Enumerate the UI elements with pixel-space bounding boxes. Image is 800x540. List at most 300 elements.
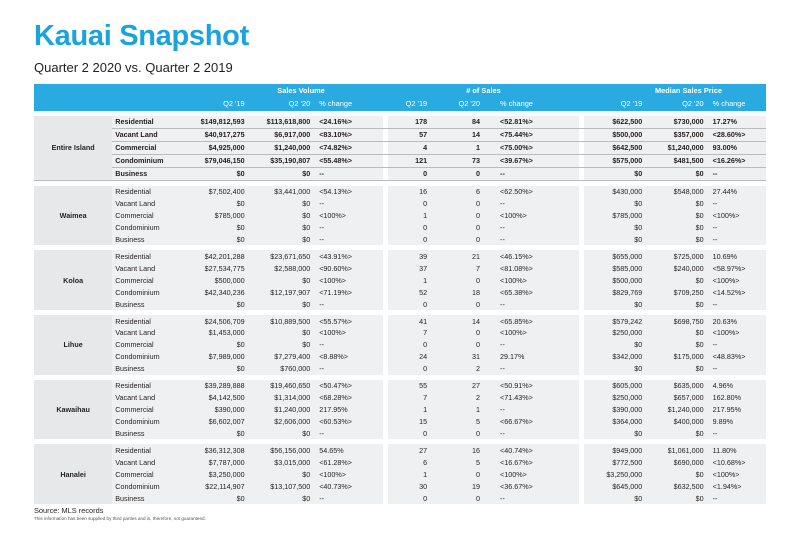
table-cell: 15 xyxy=(388,416,441,428)
table-cell: $0 xyxy=(248,210,314,222)
table-cell: $1,453,000 xyxy=(182,327,248,339)
table-cell: 0 xyxy=(441,210,494,222)
table-cell: -- xyxy=(707,198,766,210)
table-cell: 16 xyxy=(441,444,494,456)
table-cell: $585,000 xyxy=(584,262,645,274)
table-cell: 1 xyxy=(388,274,441,286)
property-type: Residential xyxy=(112,444,182,456)
table-cell: $642,500 xyxy=(584,141,645,154)
table-cell: <58.97%> xyxy=(707,262,766,274)
table-row xyxy=(34,298,766,310)
table-cell: 84 xyxy=(441,116,494,128)
region-name: Entire Island xyxy=(34,116,112,180)
table-cell: $7,989,000 xyxy=(182,351,248,363)
table-cell: $0 xyxy=(645,339,706,351)
table-cell: <75.44%> xyxy=(494,128,579,141)
table-cell: 0 xyxy=(388,298,441,310)
table-cell: -- xyxy=(494,222,579,234)
table-cell: 31 xyxy=(441,351,494,363)
table-cell: $657,000 xyxy=(645,392,706,404)
table-cell: $690,000 xyxy=(645,456,706,468)
table-cell: <36.67%> xyxy=(494,480,579,492)
table-cell: 19 xyxy=(441,480,494,492)
table-cell: 2 xyxy=(441,392,494,404)
table-cell: <40.74%> xyxy=(494,444,579,456)
region-name: Kawaihau xyxy=(34,380,112,440)
table-cell: -- xyxy=(707,428,766,440)
table-row xyxy=(34,351,766,363)
table-cell: 21 xyxy=(441,250,494,262)
disclaimer-note: This information has been supplied by third parties and is, therefore, not guaranteed. xyxy=(34,516,206,521)
region-name: Waimea xyxy=(34,186,112,246)
property-type: Business xyxy=(112,363,182,375)
table-cell: $4,142,500 xyxy=(182,392,248,404)
table-cell: <100%> xyxy=(494,274,579,286)
table-cell: $7,502,400 xyxy=(182,186,248,198)
table-cell: $3,015,000 xyxy=(248,456,314,468)
col-ns-pct: % change xyxy=(494,96,579,111)
table-cell: $2,588,000 xyxy=(248,262,314,274)
table-cell: 5 xyxy=(441,456,494,468)
table-cell: <40.73%> xyxy=(313,480,383,492)
table-cell: $250,000 xyxy=(584,392,645,404)
table-cell: -- xyxy=(707,233,766,245)
property-type: Commercial xyxy=(112,274,182,286)
table-cell: $0 xyxy=(645,298,706,310)
table-cell: <61.28%> xyxy=(313,456,383,468)
table-cell: 0 xyxy=(441,167,494,180)
table-cell: $3,441,000 xyxy=(248,186,314,198)
table-cell: $0 xyxy=(584,298,645,310)
num-sales-header: # of Sales xyxy=(388,84,578,96)
table-cell: -- xyxy=(494,339,579,351)
property-type: Business xyxy=(112,492,182,504)
table-cell: <46.15%> xyxy=(494,250,579,262)
table-cell: -- xyxy=(494,492,579,504)
table-cell: $430,000 xyxy=(584,186,645,198)
table-cell: $1,061,000 xyxy=(645,444,706,456)
table-cell: $0 xyxy=(645,363,706,375)
table-cell: <28.60%> xyxy=(707,128,766,141)
table-cell: $0 xyxy=(248,492,314,504)
col-mp-pct: % change xyxy=(707,96,766,111)
table-cell: $0 xyxy=(645,222,706,234)
table-cell: 55 xyxy=(388,380,441,392)
table-row xyxy=(34,262,766,274)
table-cell: $0 xyxy=(248,428,314,440)
property-type: Commercial xyxy=(112,404,182,416)
table-cell: $605,000 xyxy=(584,380,645,392)
table-cell: 0 xyxy=(388,198,441,210)
table-cell: $390,000 xyxy=(182,404,248,416)
table-cell: 4 xyxy=(388,141,441,154)
table-row xyxy=(34,210,766,222)
group-header-row xyxy=(34,84,766,96)
page-subtitle: Quarter 2 2020 vs. Quarter 2 2019 xyxy=(34,60,233,75)
snapshot-table xyxy=(34,84,766,504)
table-cell: <50.91%> xyxy=(494,380,579,392)
table-cell: $0 xyxy=(645,428,706,440)
table-cell: $730,000 xyxy=(645,116,706,128)
table-cell: $0 xyxy=(182,198,248,210)
table-cell: $0 xyxy=(248,339,314,351)
table-cell: $0 xyxy=(584,222,645,234)
table-cell: 0 xyxy=(388,339,441,351)
table-cell: $0 xyxy=(584,428,645,440)
table-cell: <100%> xyxy=(494,327,579,339)
table-cell: $0 xyxy=(584,492,645,504)
col-mp-q219: Q2 '19 xyxy=(584,96,645,111)
table-cell: 14 xyxy=(441,128,494,141)
table-cell: 52 xyxy=(388,286,441,298)
table-cell: 2 xyxy=(441,363,494,375)
table-cell: $0 xyxy=(645,167,706,180)
table-cell: $0 xyxy=(248,274,314,286)
table-cell: -- xyxy=(494,198,579,210)
table-cell: <68.28%> xyxy=(313,392,383,404)
table-cell: $0 xyxy=(584,339,645,351)
table-cell: $113,618,800 xyxy=(248,116,314,128)
table-cell: 217.95% xyxy=(313,404,383,416)
table-row xyxy=(34,233,766,245)
table-cell: $1,240,000 xyxy=(645,404,706,416)
table-row xyxy=(34,167,766,180)
table-cell: -- xyxy=(494,233,579,245)
table-cell: <48.83%> xyxy=(707,351,766,363)
table-row xyxy=(34,416,766,428)
table-cell: 1 xyxy=(388,210,441,222)
table-row xyxy=(34,186,766,198)
table-cell: -- xyxy=(494,167,579,180)
table-row xyxy=(34,456,766,468)
table-cell: $785,000 xyxy=(182,210,248,222)
table-cell: <90.60%> xyxy=(313,262,383,274)
table-cell: -- xyxy=(707,363,766,375)
table-cell: $12,197,907 xyxy=(248,286,314,298)
table-cell: 20.63% xyxy=(707,315,766,327)
table-cell: $0 xyxy=(182,222,248,234)
table-cell: $0 xyxy=(584,198,645,210)
table-cell: -- xyxy=(313,222,383,234)
table-cell: $35,190,807 xyxy=(248,154,314,167)
table-cell: 10.69% xyxy=(707,250,766,262)
table-cell: $0 xyxy=(248,167,314,180)
table-cell: $240,000 xyxy=(645,262,706,274)
table-cell: <100%> xyxy=(313,210,383,222)
table-cell: $7,787,000 xyxy=(182,456,248,468)
table-cell: 24 xyxy=(388,351,441,363)
table-cell: $342,000 xyxy=(584,351,645,363)
table-cell: $1,240,000 xyxy=(645,141,706,154)
table-cell: $250,000 xyxy=(584,327,645,339)
table-cell: $0 xyxy=(182,167,248,180)
table-cell: $3,250,000 xyxy=(182,468,248,480)
table-cell: $1,240,000 xyxy=(248,404,314,416)
property-type: Commercial xyxy=(112,141,182,154)
table-cell: $42,201,288 xyxy=(182,250,248,262)
table-cell: 178 xyxy=(388,116,441,128)
table-cell: $500,000 xyxy=(584,274,645,286)
table-cell: 7 xyxy=(441,262,494,274)
table-cell: 57 xyxy=(388,128,441,141)
table-cell: $0 xyxy=(584,363,645,375)
table-cell: 41 xyxy=(388,315,441,327)
table-cell: 73 xyxy=(441,154,494,167)
table-cell: 11.80% xyxy=(707,444,766,456)
table-cell: $548,000 xyxy=(645,186,706,198)
table-cell: $709,250 xyxy=(645,286,706,298)
table-cell: 4.96% xyxy=(707,380,766,392)
table-cell: $79,046,150 xyxy=(182,154,248,167)
table-cell: <100%> xyxy=(707,327,766,339)
table-cell: $0 xyxy=(645,210,706,222)
table-cell: 0 xyxy=(388,167,441,180)
table-cell: $0 xyxy=(248,233,314,245)
table-cell: $364,000 xyxy=(584,416,645,428)
table-cell: $0 xyxy=(182,298,248,310)
property-type: Residential xyxy=(112,186,182,198)
table-cell: <65.38%> xyxy=(494,286,579,298)
source-note: Source: MLS records xyxy=(34,506,104,515)
table-cell: $42,340,236 xyxy=(182,286,248,298)
table-cell: $0 xyxy=(248,327,314,339)
table-cell: $829,769 xyxy=(584,286,645,298)
table-cell: 0 xyxy=(388,492,441,504)
table-cell: <55.48%> xyxy=(313,154,383,167)
table-cell: $622,500 xyxy=(584,116,645,128)
table-cell: 30 xyxy=(388,480,441,492)
table-cell: <100%> xyxy=(707,468,766,480)
column-header-row xyxy=(34,96,766,111)
table-row xyxy=(34,492,766,504)
table-cell: 39 xyxy=(388,250,441,262)
table-cell: 27 xyxy=(441,380,494,392)
table-cell: -- xyxy=(313,198,383,210)
table-cell: 54.65% xyxy=(313,444,383,456)
property-type: Commercial xyxy=(112,468,182,480)
table-cell: $725,000 xyxy=(645,250,706,262)
table-row xyxy=(34,250,766,262)
table-cell: <16.26%> xyxy=(707,154,766,167)
table-cell: 0 xyxy=(388,233,441,245)
property-type: Residential xyxy=(112,250,182,262)
table-cell: $2,606,000 xyxy=(248,416,314,428)
table-cell: $0 xyxy=(645,233,706,245)
table-cell: $0 xyxy=(584,167,645,180)
table-cell: -- xyxy=(313,339,383,351)
table-cell: 0 xyxy=(441,468,494,480)
table-cell: $56,156,000 xyxy=(248,444,314,456)
table-cell: $0 xyxy=(182,492,248,504)
property-type: Commercial xyxy=(112,339,182,351)
table-cell: -- xyxy=(707,222,766,234)
table-cell: 27 xyxy=(388,444,441,456)
table-cell: <54.13%> xyxy=(313,186,383,198)
table-cell: <39.67%> xyxy=(494,154,579,167)
table-cell: 93.00% xyxy=(707,141,766,154)
col-sv-pct: % change xyxy=(313,96,383,111)
col-ns-q219: Q2 '19 xyxy=(388,96,441,111)
table-cell: <14.52%> xyxy=(707,286,766,298)
table-cell: 217.95% xyxy=(707,404,766,416)
table-cell: <83.10%> xyxy=(313,128,383,141)
table-cell: $481,500 xyxy=(645,154,706,167)
table-cell: 0 xyxy=(441,428,494,440)
table-cell: -- xyxy=(707,167,766,180)
table-cell: 1 xyxy=(441,141,494,154)
property-type: Business xyxy=(112,233,182,245)
table-cell: <60.53%> xyxy=(313,416,383,428)
table-cell: $575,000 xyxy=(584,154,645,167)
table-cell: -- xyxy=(313,363,383,375)
property-type: Vacant Land xyxy=(112,392,182,404)
page-title: Kauai Snapshot xyxy=(34,20,249,52)
table-cell: $0 xyxy=(645,198,706,210)
property-type: Condominium xyxy=(112,222,182,234)
table-cell: -- xyxy=(707,298,766,310)
property-type: Vacant Land xyxy=(112,327,182,339)
table-cell: 0 xyxy=(441,233,494,245)
table-row xyxy=(34,468,766,480)
region-name: Hanalei xyxy=(34,444,112,504)
table-cell: $0 xyxy=(645,274,706,286)
property-type: Vacant Land xyxy=(112,262,182,274)
table-cell: $698,750 xyxy=(645,315,706,327)
table-row xyxy=(34,116,766,128)
property-type: Condominium xyxy=(112,286,182,298)
table-row xyxy=(34,327,766,339)
table-cell: 0 xyxy=(388,222,441,234)
col-sv-q220: Q2 '20 xyxy=(248,96,314,111)
table-cell: $0 xyxy=(645,327,706,339)
table-cell: $0 xyxy=(248,222,314,234)
property-type: Vacant Land xyxy=(112,198,182,210)
table-cell: <71.43%> xyxy=(494,392,579,404)
table-row xyxy=(34,198,766,210)
table-cell: $632,500 xyxy=(645,480,706,492)
table-cell: 6 xyxy=(388,456,441,468)
table-cell: 0 xyxy=(441,339,494,351)
table-cell: 9.89% xyxy=(707,416,766,428)
property-type: Condominium xyxy=(112,416,182,428)
table-cell: $0 xyxy=(248,468,314,480)
region-name: Lihue xyxy=(34,315,112,375)
region-name: Koloa xyxy=(34,250,112,310)
table-cell: -- xyxy=(313,233,383,245)
property-type: Condominium xyxy=(112,351,182,363)
table-row xyxy=(34,380,766,392)
table-cell: $772,500 xyxy=(584,456,645,468)
table-cell: $23,671,650 xyxy=(248,250,314,262)
table-cell: $579,242 xyxy=(584,315,645,327)
table-cell: $655,000 xyxy=(584,250,645,262)
table-row xyxy=(34,444,766,456)
table-cell: $6,917,000 xyxy=(248,128,314,141)
table-cell: $390,000 xyxy=(584,404,645,416)
property-type: Business xyxy=(112,167,182,180)
property-type: Residential xyxy=(112,380,182,392)
table-cell: $0 xyxy=(182,363,248,375)
table-cell: $149,812,593 xyxy=(182,116,248,128)
table-cell: $39,289,888 xyxy=(182,380,248,392)
table-cell: <55.57%> xyxy=(313,315,383,327)
table-cell: <100%> xyxy=(494,468,579,480)
table-cell: $4,925,000 xyxy=(182,141,248,154)
table-cell: 0 xyxy=(441,298,494,310)
table-cell: <66.67%> xyxy=(494,416,579,428)
table-cell: $0 xyxy=(645,492,706,504)
table-cell: 7 xyxy=(388,392,441,404)
table-cell: <43.91%> xyxy=(313,250,383,262)
table-cell: -- xyxy=(313,492,383,504)
table-cell: <100%> xyxy=(313,274,383,286)
table-cell: $40,917,275 xyxy=(182,128,248,141)
table-cell: -- xyxy=(494,363,579,375)
table-row xyxy=(34,480,766,492)
table-row xyxy=(34,141,766,154)
col-mp-q220: Q2 '20 xyxy=(645,96,706,111)
table-row xyxy=(34,154,766,167)
table-cell: 29.17% xyxy=(494,351,579,363)
table-row xyxy=(34,404,766,416)
property-type: Condominium xyxy=(112,480,182,492)
median-price-header: Median Sales Price xyxy=(584,84,766,96)
table-cell: 0 xyxy=(388,428,441,440)
table-cell: 0 xyxy=(441,222,494,234)
property-type: Business xyxy=(112,428,182,440)
property-type: Business xyxy=(112,298,182,310)
table-cell: -- xyxy=(707,339,766,351)
table-cell: $0 xyxy=(182,428,248,440)
table-cell: $175,000 xyxy=(645,351,706,363)
table-cell: $3,250,000 xyxy=(584,468,645,480)
table-cell: $13,107,500 xyxy=(248,480,314,492)
table-cell: <100%> xyxy=(707,210,766,222)
property-type: Commercial xyxy=(112,210,182,222)
table-cell: $0 xyxy=(645,468,706,480)
table-cell: 37 xyxy=(388,262,441,274)
table-row xyxy=(34,128,766,141)
table-cell: -- xyxy=(707,492,766,504)
table-cell: <10.68%> xyxy=(707,456,766,468)
table-cell: $1,240,000 xyxy=(248,141,314,154)
table-row xyxy=(34,363,766,375)
property-type: Vacant Land xyxy=(112,456,182,468)
table-cell: <81.08%> xyxy=(494,262,579,274)
table-cell: $635,000 xyxy=(645,380,706,392)
table-cell: -- xyxy=(313,167,383,180)
table-cell: <24.16%> xyxy=(313,116,383,128)
table-cell: 0 xyxy=(388,363,441,375)
table-cell: -- xyxy=(494,404,579,416)
table-cell: $22,114,907 xyxy=(182,480,248,492)
table-cell: 5 xyxy=(441,416,494,428)
table-cell: <50.47%> xyxy=(313,380,383,392)
table-cell: -- xyxy=(494,298,579,310)
table-cell: $27,534,775 xyxy=(182,262,248,274)
table-cell: <100%> xyxy=(313,327,383,339)
table-cell: 1 xyxy=(388,468,441,480)
table-row xyxy=(34,339,766,351)
table-cell: $10,889,500 xyxy=(248,315,314,327)
table-cell: $760,000 xyxy=(248,363,314,375)
table-cell: <100%> xyxy=(313,468,383,480)
table-cell: $645,000 xyxy=(584,480,645,492)
table-cell: 1 xyxy=(441,404,494,416)
table-cell: 1 xyxy=(388,404,441,416)
table-cell: <52.81%> xyxy=(494,116,579,128)
table-cell: <65.85%> xyxy=(494,315,579,327)
